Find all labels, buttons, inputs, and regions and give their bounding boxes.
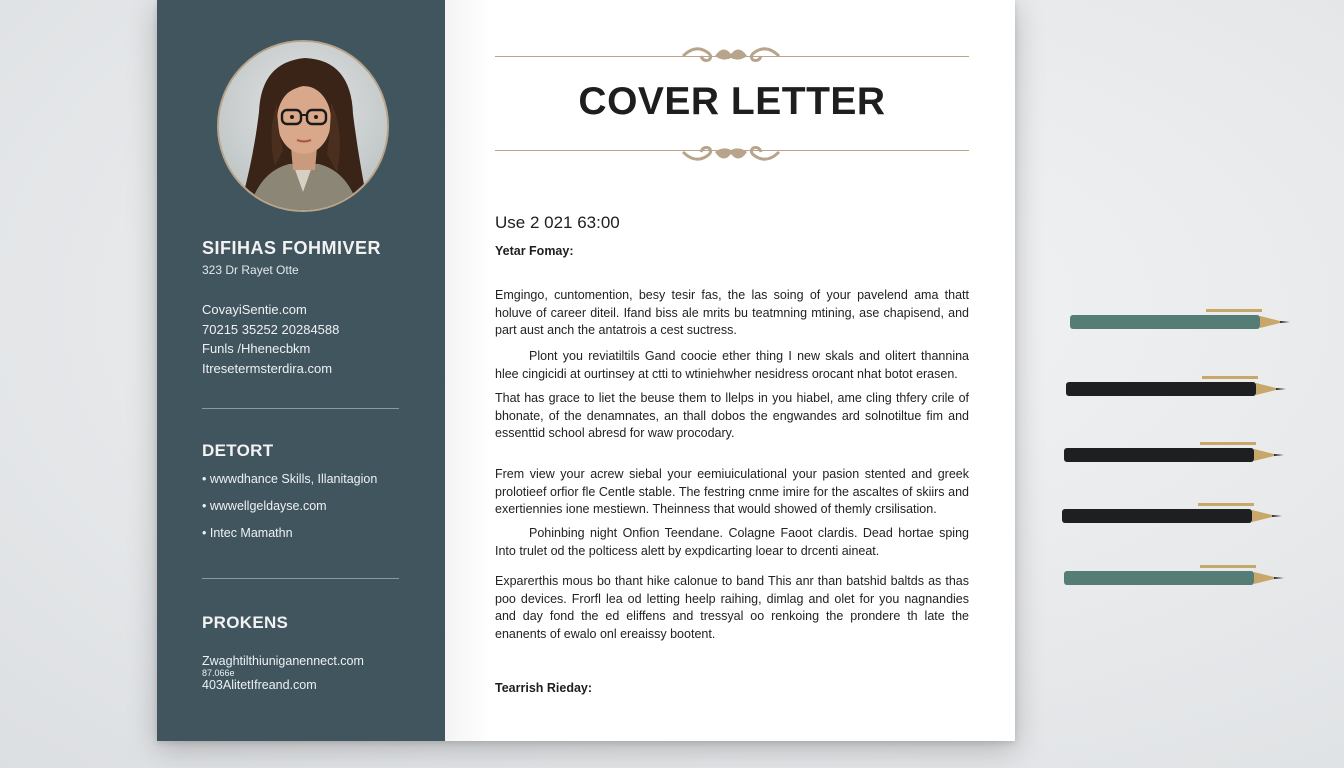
flourish-ornament-icon	[679, 40, 783, 66]
page-title: COVER LETTER	[578, 80, 886, 123]
prokens-list	[202, 654, 364, 692]
pen-icon	[1060, 563, 1288, 593]
sidebar-divider	[202, 578, 399, 579]
paragraph: Emgingo, cuntomention, besy tesir fas, the las soing of your pavelend ama thatt holuve of career diteil. Ifand biss ale mrits bu teatmning mtining, ase chapisend, and part aust anch the antatrois a cest suctress.	[495, 288, 969, 337]
letter-body	[445, 0, 1015, 741]
pen-icon	[1062, 374, 1290, 404]
paragraph: That has grace to liet the beuse them to llelps in you hiabel, ame cling thfery crile of bhonate, of the denamnates, an thall dobos the engwandes ard solnotiltue fim and essenttid school abresd for waw procodary.	[495, 391, 969, 440]
paragraph: Frem view your acrew siebal your eemiuiculational your pasion stented and greek prolotieef orfior fle Centle stable. The festring cnme imire for the ascaltes of skiirs and exertiennies ione mestiewn. Theinness that would showed of themly crsilisation.	[495, 467, 969, 516]
pen-icon	[1060, 440, 1288, 470]
contact-email: Itresetermsterdira.com	[202, 360, 333, 376]
paragraph: Plont you reviatiltils Gand coocie ether thing I new skals and olitert thannina hlee cingicidi at ourtinsey at ctti to wtiniehwher nesidress orocant nhat botot erasen.	[495, 349, 969, 381]
salutation: Yetar Fomay:	[495, 244, 574, 258]
contact-social: Funls /Hhenecbkm	[202, 341, 311, 356]
list-item: • wwwdhance Skills, Illanitagion	[202, 466, 377, 493]
paragraph: Pohinbing night Onfion Teendane. Colagne Faoot clardis. Dead hortae sping Into trulet od the polticess alett by expdicarting loear to drcenti aineat.	[495, 526, 969, 558]
section-heading-detort: DETORT	[202, 441, 274, 460]
list-item: • wwwellgeldayse.com	[202, 493, 377, 520]
closing: Tearrish Rieday:	[495, 681, 593, 695]
candidate-address: 323 Dr Rayet Otte	[202, 263, 299, 277]
detort-list	[202, 466, 377, 547]
flourish-ornament-icon	[679, 142, 783, 168]
candidate-name: SIFIHAS FOHMIVER	[202, 238, 382, 258]
list-item: Zwaghtilthiuniganennect.com	[202, 654, 364, 668]
contact-block	[202, 300, 339, 378]
list-item: 87.066e	[202, 668, 235, 678]
sidebar	[157, 0, 445, 741]
contact-phone: 70215 35252 20284588	[202, 321, 340, 337]
paragraph: Exparerthis mous bo thant hike calonue to band This anr than batshid baltds as thas poo devices. Frorfl lea od letting heelp raihing, dimlag and olet for you nagnandies and day fond the ed eliffens and tressyal oo renkoing the prondere th late the enanents of ewalo onl ereaissy bootent.	[495, 574, 969, 641]
cover-letter-document	[157, 0, 1015, 741]
list-item: • Intec Mamathn	[202, 520, 377, 547]
pen-icon	[1058, 501, 1286, 531]
contact-website: CovayiSentie.com	[202, 302, 307, 317]
list-item: 403AlitetIfreand.com	[202, 678, 317, 692]
profile-portrait-image	[219, 42, 387, 210]
section-heading-prokens: PROKENS	[202, 613, 289, 632]
sidebar-divider	[202, 408, 399, 409]
pen-icon	[1066, 307, 1294, 337]
profile-photo	[217, 40, 389, 212]
letter-date: Use 2 021 63:00	[495, 213, 620, 232]
